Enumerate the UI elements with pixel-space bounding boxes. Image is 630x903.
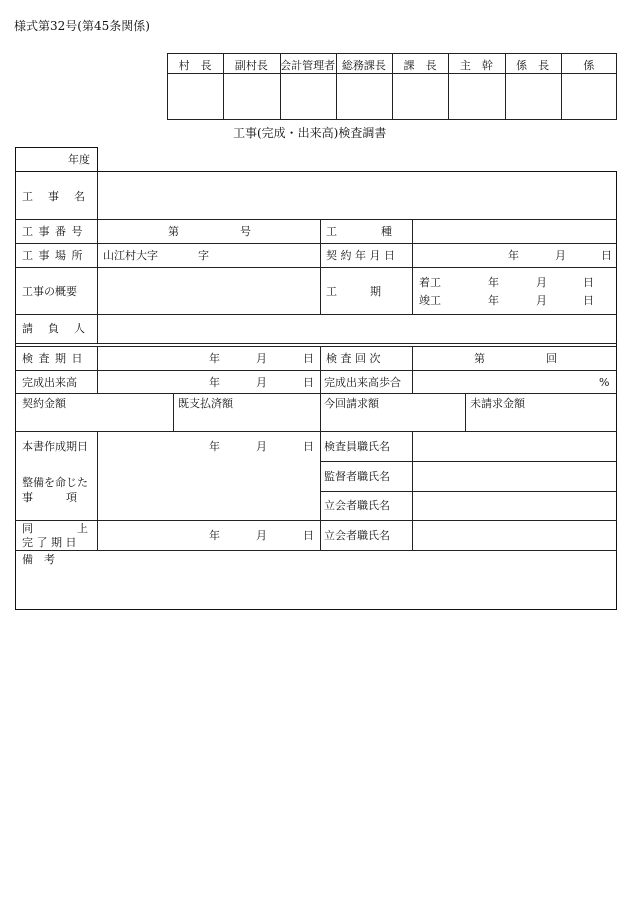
count-dai: 第 [474, 352, 485, 365]
finish-day: 日 [583, 294, 594, 307]
approval-stamp-cell[interactable] [561, 74, 617, 119]
approval-header-cell: 課 長 [403, 59, 437, 72]
approval-header-cell: 主 幹 [459, 59, 493, 72]
form-number: 様式第32号(第45条関係) [14, 19, 150, 33]
approval-stamp-cell[interactable] [448, 74, 504, 119]
start-year: 年 [488, 276, 499, 289]
finish-year: 年 [488, 294, 499, 307]
contract-day: 日 [601, 249, 612, 262]
row-divider [15, 219, 617, 220]
number-dai: 第 [168, 225, 179, 238]
start-label: 着工 [419, 276, 441, 289]
inspection-day: 日 [303, 352, 314, 365]
section-divider [15, 343, 617, 344]
same-year: 年 [209, 529, 220, 542]
row-divider [15, 243, 617, 244]
mid-column-divider [320, 346, 321, 550]
work-place-value: 山江村大字 [103, 249, 158, 262]
approval-stamp-cell[interactable] [223, 74, 279, 119]
label-column-divider [97, 431, 98, 550]
row-divider [320, 461, 617, 462]
same-day: 日 [303, 529, 314, 542]
witness-label-2: 立会者職氏名 [324, 529, 390, 542]
overview-label: 工事の概要 [22, 285, 77, 298]
fiscal-year-label: 年度 [68, 153, 90, 166]
inspection-count-label: 検 査 回 次 [326, 352, 381, 365]
work-name-label: 工 事 名 [22, 190, 87, 203]
document-title: 工事(完成・出来高)検査調書 [233, 126, 387, 140]
label-column-divider [97, 171, 98, 343]
approval-header-cell: 副村長 [234, 59, 268, 72]
same-label-2: 完 了 期 日 [22, 536, 77, 549]
remarks-label: 備 考 [22, 553, 55, 566]
approval-header-cell: 総務課長 [341, 59, 386, 72]
approval-stamp-cell[interactable] [505, 74, 561, 119]
contract-year: 年 [508, 249, 519, 262]
row-divider [15, 520, 617, 521]
supervisor-label: 監督者職氏名 [324, 470, 390, 483]
doc-day: 日 [303, 440, 314, 453]
row-divider [15, 550, 617, 551]
maintenance-label-1: 整備を命じた [22, 476, 88, 489]
same-label-1: 同 上 [22, 522, 88, 535]
doc-year: 年 [209, 440, 220, 453]
label-column-divider [97, 346, 98, 393]
current-claim-label: 今回請求額 [324, 397, 379, 410]
amount-heavy-top [15, 393, 174, 394]
maintenance-label-2: 事 項 [22, 491, 77, 504]
finish-label: 竣工 [419, 294, 441, 307]
row-divider [15, 431, 617, 432]
inspection-month: 月 [256, 352, 267, 365]
inspector-label: 検査員職氏名 [324, 440, 390, 453]
paid-amount-label: 既支払済額 [178, 397, 233, 410]
work-number-label: 工 事 番 号 [22, 225, 84, 238]
aza-label: 字 [198, 249, 209, 262]
completion-month: 月 [256, 376, 267, 389]
inspection-date-label: 検 査 期 日 [22, 352, 84, 365]
doc-month: 月 [256, 440, 267, 453]
completion-amount-label: 完成出来高 [22, 376, 77, 389]
value-column-divider [412, 431, 413, 550]
doc-date-label: 本書作成期日 [22, 440, 88, 453]
contract-amount-label: 契約金額 [22, 397, 66, 410]
start-month: 月 [536, 276, 547, 289]
approval-header-cell: 会計管理者 [280, 59, 336, 72]
amount-heavy-top [320, 393, 466, 394]
completion-rate-label: 完成出来高歩合 [324, 376, 401, 389]
same-month: 月 [256, 529, 267, 542]
number-go: 号 [240, 225, 251, 238]
unclaimed-label: 未請求金額 [470, 397, 525, 410]
approval-stamp-cell[interactable] [392, 74, 448, 119]
completion-day: 日 [303, 376, 314, 389]
approval-stamp-cell[interactable] [167, 74, 223, 119]
completion-year: 年 [209, 376, 220, 389]
section-divider [15, 346, 617, 347]
approval-header-cell: 係 長 [516, 59, 550, 72]
contract-month: 月 [555, 249, 566, 262]
row-divider [320, 491, 617, 492]
approval-header-cell: 係 [583, 59, 595, 72]
row-divider [15, 314, 617, 315]
percent-sign: % [599, 376, 610, 389]
main-form-table [15, 171, 617, 610]
work-place-label: 工 事 場 所 [22, 249, 84, 262]
start-day: 日 [583, 276, 594, 289]
period-label: 工 期 [326, 285, 381, 298]
approval-header-cell: 村 長 [178, 59, 212, 72]
count-kai: 回 [546, 352, 557, 365]
finish-month: 月 [536, 294, 547, 307]
value-column-divider [412, 219, 413, 314]
amount-divider [173, 393, 174, 431]
row-divider [15, 370, 617, 371]
contract-date-label: 契 約 年 月 日 [326, 249, 395, 262]
approval-stamp-cell[interactable] [280, 74, 336, 119]
row-divider [15, 267, 617, 268]
inspection-year: 年 [209, 352, 220, 365]
work-type-label: 工 種 [326, 225, 392, 238]
contractor-label: 請 負 人 [22, 322, 87, 335]
witness-label-1: 立会者職氏名 [324, 499, 390, 512]
approval-stamp-cell[interactable] [336, 74, 392, 119]
value-column-divider [412, 346, 413, 393]
mid-column-divider [320, 219, 321, 314]
amount-divider [465, 393, 466, 431]
